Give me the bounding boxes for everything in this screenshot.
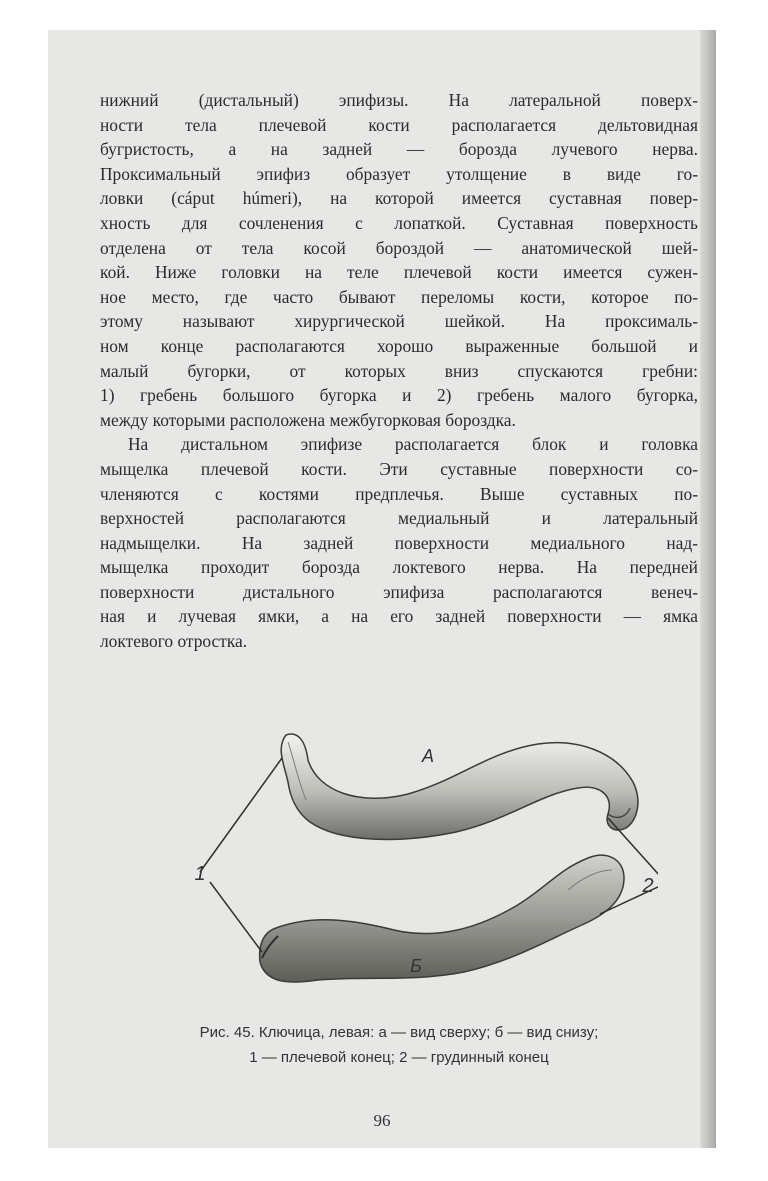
clavicle-illustration: [138, 700, 658, 1000]
text-line: между которыми расположена межбугорковая бороздка.: [100, 409, 516, 430]
figure-label-a: А: [421, 746, 435, 766]
text-line: надмыщелки. На задней поверхности медиального над-: [100, 532, 698, 553]
page-spine-shadow: [700, 30, 716, 1148]
text-line: ном конце располагаются хорошо выраженные большой и: [100, 335, 698, 356]
text-line: ное место, где часто бывают переломы кости, которое по-: [100, 286, 698, 307]
figure-caption: [100, 1020, 698, 1070]
body-text: [100, 88, 698, 654]
text-line: ности тела плечевой кости располагается дельтовидная: [100, 114, 698, 135]
text-line: На дистальном эпифизе располагается блок и головка: [128, 434, 698, 455]
figure-label-1: 1: [194, 863, 206, 885]
book-page: [48, 30, 716, 1148]
text-line: мыщелка плечевой кости. Эти суставные поверхности со-: [100, 458, 698, 479]
clavicle-bottom-view: [260, 855, 624, 982]
clavicle-figure: [138, 700, 658, 1000]
text-line: локтевого отростка.: [100, 631, 248, 652]
text-line: ная и лучевая ямки, а на его задней поверхности — ямка: [100, 606, 698, 627]
text-line: ловки (cáput húmeri), на которой имеется суставная повер-: [100, 188, 698, 209]
text-line: отделена от тела косой бороздой — анатомической шей-: [100, 237, 698, 258]
text-line: бугристость, а на задней — борозда лучевого нерва.: [100, 139, 698, 160]
text-line: поверхности дистального эпифиза располагаются венеч-: [100, 581, 698, 602]
caption-line-2: 1 — плечевой конец; 2 — грудинный конец: [249, 1049, 549, 1066]
text-line: 1) гребень большого бугорка и 2) гребень малого бугорка,: [100, 385, 698, 406]
paragraph-1: [100, 88, 698, 432]
clavicle-top-view: [281, 734, 638, 839]
text-line: кой. Ниже головки на теле плечевой кости имеется сужен-: [100, 262, 698, 283]
text-line: членяются с костями предплечья. Выше суставных по-: [100, 483, 698, 504]
figure-label-2: 2: [642, 875, 654, 897]
figure-label-b: Б: [410, 956, 422, 976]
page-number: 96: [373, 1111, 391, 1130]
paragraph-2: [100, 432, 698, 653]
text-line: Проксимальный эпифиз образует утолщение в виде го-: [100, 163, 698, 184]
text-line: мыщелка проходит борозда локтевого нерва. На передней: [100, 557, 698, 578]
text-line: хность для сочленения с лопаткой. Суставная поверхность: [100, 212, 698, 233]
text-line: малый бугорки, от которых вниз спускаются гребни:: [100, 360, 698, 381]
caption-line-1: Рис. 45. Ключица, левая: а — вид сверху; б — вид снизу;: [199, 1024, 599, 1041]
text-line: верхностей располагаются медиальный и латеральный: [100, 508, 698, 529]
text-line: этому называют хирургической шейкой. На проксималь-: [100, 311, 698, 332]
text-line: нижний (дистальный) эпифизы. На латеральной поверх-: [100, 90, 698, 110]
